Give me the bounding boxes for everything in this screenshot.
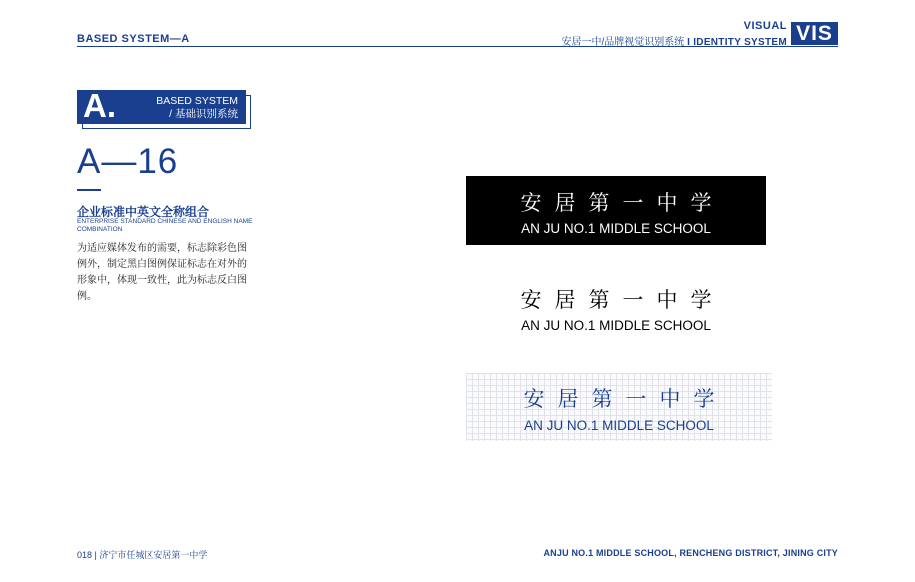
logo-blue-grid — [466, 373, 772, 441]
footer-page-info: 018 | 济宁市任城区安居第一中学 — [77, 550, 208, 560]
code-underline — [77, 189, 101, 191]
page-description: 为适应媒体发布的需要，标志除彩色图例外，制定黑白图例保证标志在对外的形象中，体现一致性，此为标志反白图例。 — [77, 243, 247, 302]
section-label-cn: / 基础识别系统 — [169, 108, 238, 120]
header-visual-label: VISUAL — [743, 20, 787, 32]
page-code: A—16 — [77, 142, 179, 181]
header-brand-line — [562, 33, 788, 48]
logo-name-en: AN JU NO.1 MIDDLE SCHOOL — [521, 318, 711, 333]
logo-standard-black — [466, 280, 766, 340]
logo-name-cn: 安居第一中学 — [520, 191, 725, 215]
footer-school-address: ANJU NO.1 MIDDLE SCHOOL, RENCHENG DISTRICT, JINING CITY — [543, 548, 838, 558]
section-label — [140, 95, 238, 121]
header-left-title: BASED SYSTEM—A — [77, 33, 190, 45]
logo-name-cn: 安居第一中学 — [523, 387, 728, 411]
logo-name-en: AN JU NO.1 MIDDLE SCHOOL — [521, 221, 711, 236]
logo-reversed-black — [466, 176, 766, 245]
vis-badge: VIS — [791, 22, 838, 45]
section-label-en: BASED SYSTEM — [156, 95, 238, 107]
logo-name-en: AN JU NO.1 MIDDLE SCHOOL — [524, 418, 714, 433]
page-title-cn: 企业标准中英文全称组合 — [77, 205, 210, 219]
header-brand-cn: 安居一中/品牌视觉识别系统 — [561, 37, 685, 48]
section-letter: A. — [83, 87, 116, 124]
logo-name-cn: 安居第一中学 — [520, 288, 725, 312]
page-title-en: ENTERPRISE STANDARD CHINESE AND ENGLISH NAME COMBINATION — [77, 218, 253, 233]
header-identity-label: I IDENTITY SYSTEM — [687, 37, 787, 48]
